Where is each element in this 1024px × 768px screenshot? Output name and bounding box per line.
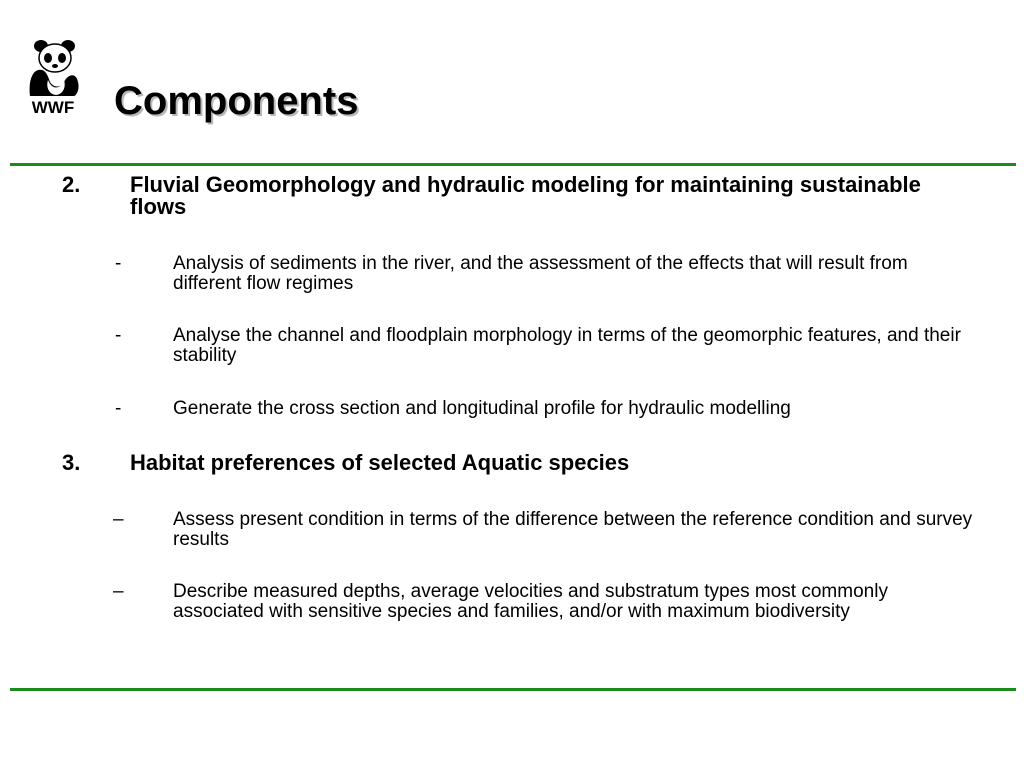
section-number: 2. — [62, 172, 81, 197]
logo-text: WWF — [31, 98, 75, 117]
bullet-text: Analysis of sediments in the river, and the assessment of the effects that will result from different flow regimes — [173, 253, 908, 294]
section-heading: Fluvial Geomorphology and hydraulic modeling for maintaining sustainable flows — [130, 172, 921, 219]
bullet-marker: – — [113, 581, 124, 602]
bullet-text: Analyse the channel and floodplain morphology in terms of the geomorphic features, and their stability — [173, 325, 961, 366]
bullet-text: Assess present condition in terms of the difference between the reference condition and survey results — [173, 509, 973, 550]
page-title: Components — [114, 79, 359, 123]
section-heading: Habitat preferences of selected Aquatic species — [130, 450, 630, 475]
bullet-marker: - — [115, 325, 122, 346]
section-number: 3. — [62, 450, 81, 475]
bullet-marker: - — [115, 253, 122, 274]
bullet-text: Generate the cross section and longitudinal profile for hydraulic modelling — [173, 398, 791, 419]
bullet-marker: - — [115, 398, 122, 419]
bullet-marker: – — [113, 509, 124, 530]
bullet-text: Describe measured depths, average velocities and substratum types most commonly associated with sensitive species and families, and/or with maximum biodiversity — [173, 581, 888, 622]
